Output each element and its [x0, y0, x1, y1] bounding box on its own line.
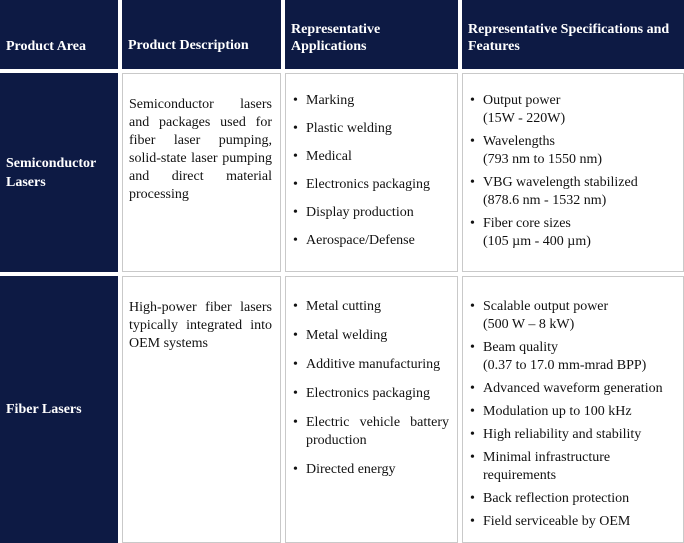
applications-cell: [285, 276, 458, 543]
list-item: • Medical: [293, 148, 453, 166]
spec-detail: (500 W – 8 kW): [483, 317, 575, 332]
list-item: • Modulation up to 100 kHz: [470, 403, 679, 421]
list-item: [470, 92, 679, 128]
list-item: • Electronics packaging: [293, 176, 453, 194]
header-applications-label: Representative Applications: [291, 21, 381, 54]
applications-cell: [285, 73, 458, 272]
product-description-text: Semiconductor lasers and packages used for fiber laser pumping, solid-state laser pumping and direct material processing: [129, 97, 272, 202]
list-item: • Minimal infrastructure requirements: [470, 449, 679, 485]
specs-list: [470, 92, 679, 251]
list-item: [470, 174, 679, 210]
list-item: [470, 215, 679, 251]
list-item: • Electronics packaging: [293, 385, 449, 403]
list-item: [470, 133, 679, 169]
product-description-text: High-power fiber lasers typically integrated into OEM systems: [129, 300, 272, 351]
specs-cell: [462, 276, 684, 543]
spec-detail: (0.37 to 17.0 mm-mrad BPP): [483, 358, 647, 373]
spec-label: • Beam quality: [483, 340, 559, 355]
list-item: • Advanced waveform generation: [470, 380, 679, 398]
header-specs: [462, 0, 684, 69]
list-item: [470, 298, 679, 334]
list-item: [470, 339, 679, 375]
spec-detail: (878.6 nm - 1532 nm): [483, 193, 607, 208]
row-label-fiber-lasers: [0, 276, 118, 543]
applications-list: [293, 92, 453, 250]
spec-detail: (15W - 220W): [483, 111, 566, 126]
list-item: • Metal welding: [293, 327, 449, 345]
list-item: • Field serviceable by OEM: [470, 513, 679, 531]
header-specs-label: Representative Specifications and Features: [468, 21, 670, 54]
header-product-area-label: Product Area: [6, 39, 86, 54]
list-item: • Additive manufacturing: [293, 356, 449, 374]
spec-detail: (105 µm - 400 µm): [483, 234, 591, 249]
product-area-label: Fiber Lasers: [6, 402, 82, 417]
header-applications: [285, 0, 458, 69]
list-item: • Directed energy: [293, 461, 449, 479]
spec-label: • Scalable output power: [483, 299, 609, 314]
list-item: • Back reflection protection: [470, 490, 679, 508]
product-description-cell: [122, 276, 281, 543]
list-item: • Marking: [293, 92, 453, 110]
list-item: • Electric vehicle battery production: [293, 414, 449, 450]
product-description-cell: [122, 73, 281, 272]
list-item: • High reliability and stability: [470, 426, 679, 444]
spec-detail: (793 nm to 1550 nm): [483, 152, 602, 167]
specs-list: [470, 298, 679, 531]
applications-list: [293, 298, 449, 479]
product-area-label: Semiconductor Lasers: [6, 155, 96, 190]
spec-label: • Output power: [483, 93, 561, 108]
row-label-semiconductor-lasers: [0, 73, 118, 272]
spec-label: • Wavelengths: [483, 134, 555, 149]
header-product-description: [122, 0, 281, 69]
spec-label: • Fiber core sizes: [483, 216, 571, 231]
list-item: • Aerospace/Defense: [293, 232, 453, 250]
specs-cell: [462, 73, 684, 272]
spec-label: • VBG wavelength stabilized: [483, 175, 638, 190]
header-product-area: [0, 0, 118, 69]
list-item: • Metal cutting: [293, 298, 449, 316]
header-product-description-label: Product Description: [128, 38, 249, 53]
list-item: • Plastic welding: [293, 120, 453, 138]
list-item: • Display production: [293, 204, 453, 222]
